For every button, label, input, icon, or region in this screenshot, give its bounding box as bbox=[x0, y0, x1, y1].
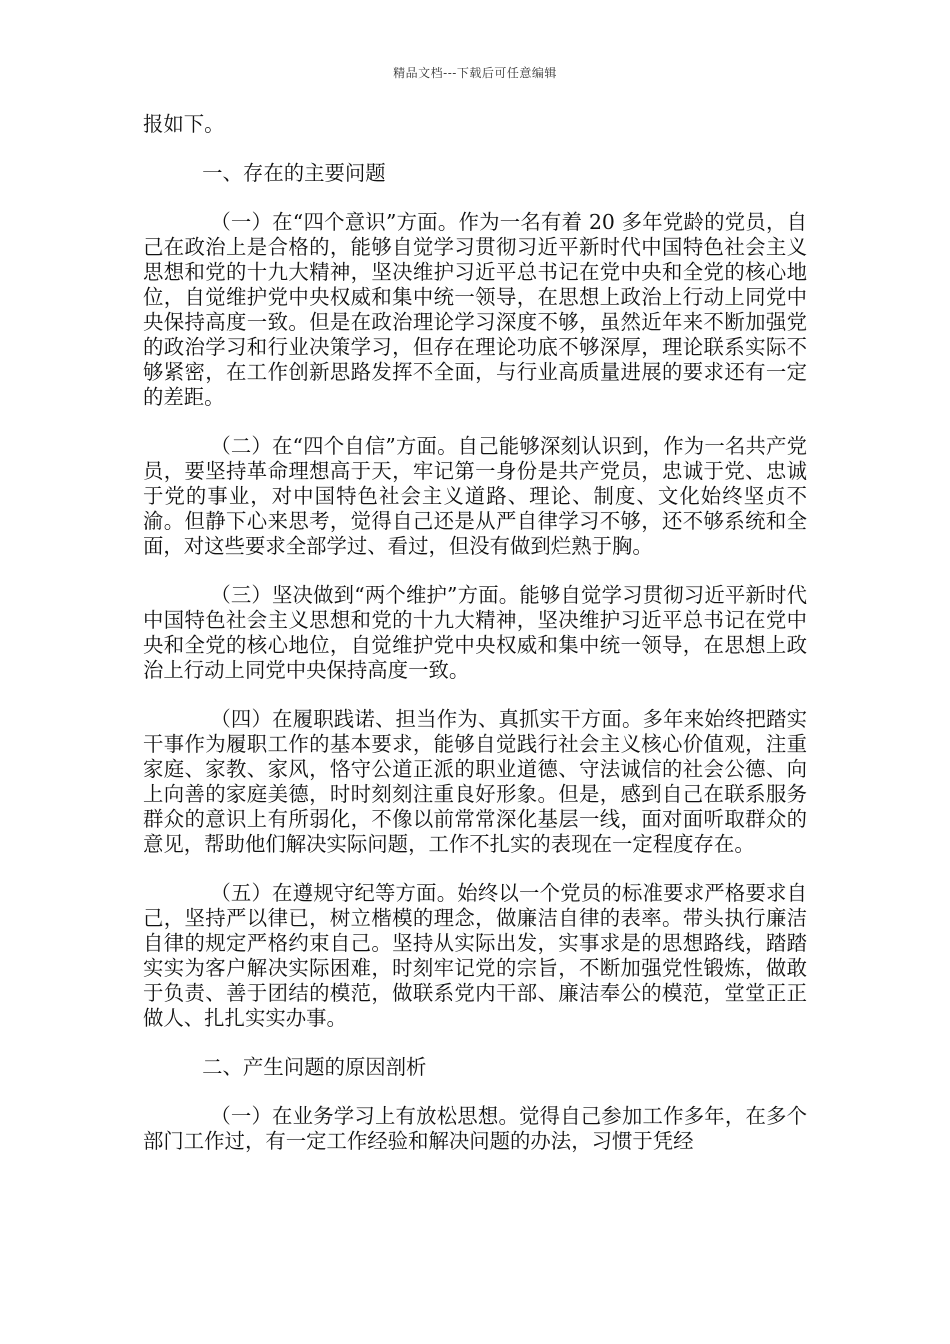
section-1-paragraph-3: （三）坚决做到“两个维护”方面。能够自觉学习贯彻习近平新时代中国特色社会主义思想和党的十九大精神，坚决维护习近平总书记在党中央和全党的核心地位，自觉维护党中央权威和集中统一领导，在思想上政治上行动上同党中央保持高度一致。 bbox=[143, 583, 807, 682]
section-2-paragraph-1: （一）在业务学习上有放松思想。觉得自己参加工作多年，在多个部门工作过，有一定工作经验和解决问题的办法，习惯于凭经 bbox=[143, 1104, 807, 1153]
section-1-paragraph-5: （五）在遵规守纪等方面。始终以一个党员的标准要求严格要求自己，坚持严以律已，树立楷模的理念，做廉洁自律的表率。带头执行廉洁自律的规定严格约束自己。坚持从实际出发，实事求是的思想路线，踏踏实实为客户解决实际困难，时刻牢记党的宗旨，不断加强党性锻炼，做敢于负责、善于团结的模范，做联系党内干部、廉洁奉公的模范，堂堂正正做人、扎扎实实办事。 bbox=[143, 881, 807, 1030]
section-1-paragraph-2: （二）在“四个自信”方面。自己能够深刻认识到，作为一名共产党员，要坚持革命理想高于天，牢记第一身份是共产党员，忠诚于党、忠诚于党的事业，对中国特色社会主义道路、理论、制度、文化始终坚贞不渝。但静下心来思考，觉得自己还是从严自律学习不够，还不够系统和全面，对这些要求全部学过、看过，但没有做到烂熟于胸。 bbox=[143, 434, 807, 558]
section-1-title: 一、存在的主要问题 bbox=[202, 161, 386, 185]
section-2-title: 二、产生问题的原因剖析 bbox=[202, 1055, 427, 1079]
document-body bbox=[143, 112, 807, 1178]
section-1-paragraph-1: （一）在“四个意识”方面。作为一名有着 20 多年党龄的党员，自己在政治上是合格的，能够自觉学习贯彻习近平新时代中国特色社会主义思想和党的十九大精神，坚决维护习近平总书记在党中央和全党的核心地位，自觉维护党中央权威和集中统一领导，在思想上政治上行动上同党中央保持高度一致。但是在政治理论学习深度不够，虽然近年来不断加强党的政治学习和行业决策学习，但存在理论功底不够深厚，理论联系实际不够紧密，在工作创新思路发挥不全面，与行业高质量进展的要求还有一定的差距。 bbox=[143, 210, 807, 409]
page-header: 精品文档---下载后可任意编辑 bbox=[393, 66, 557, 80]
intro-text: 报如下。 bbox=[143, 112, 225, 136]
section-1-paragraph-4: （四）在履职践诺、担当作为、真抓实干方面。多年来始终把踏实干事作为履职工作的基本要求，能够自觉践行社会主义核心价值观，注重家庭、家教、家风，恪守公道正派的职业道德、守法诚信的社会公德、向上向善的家庭美德，时时刻刻注重良好形象。但是，感到自己在联系服务群众的意识上有所弱化，不像以前常常深化基层一线，面对面听取群众的意见，帮助他们解决实际问题，工作不扎实的表现在一定程度存在。 bbox=[143, 707, 807, 856]
